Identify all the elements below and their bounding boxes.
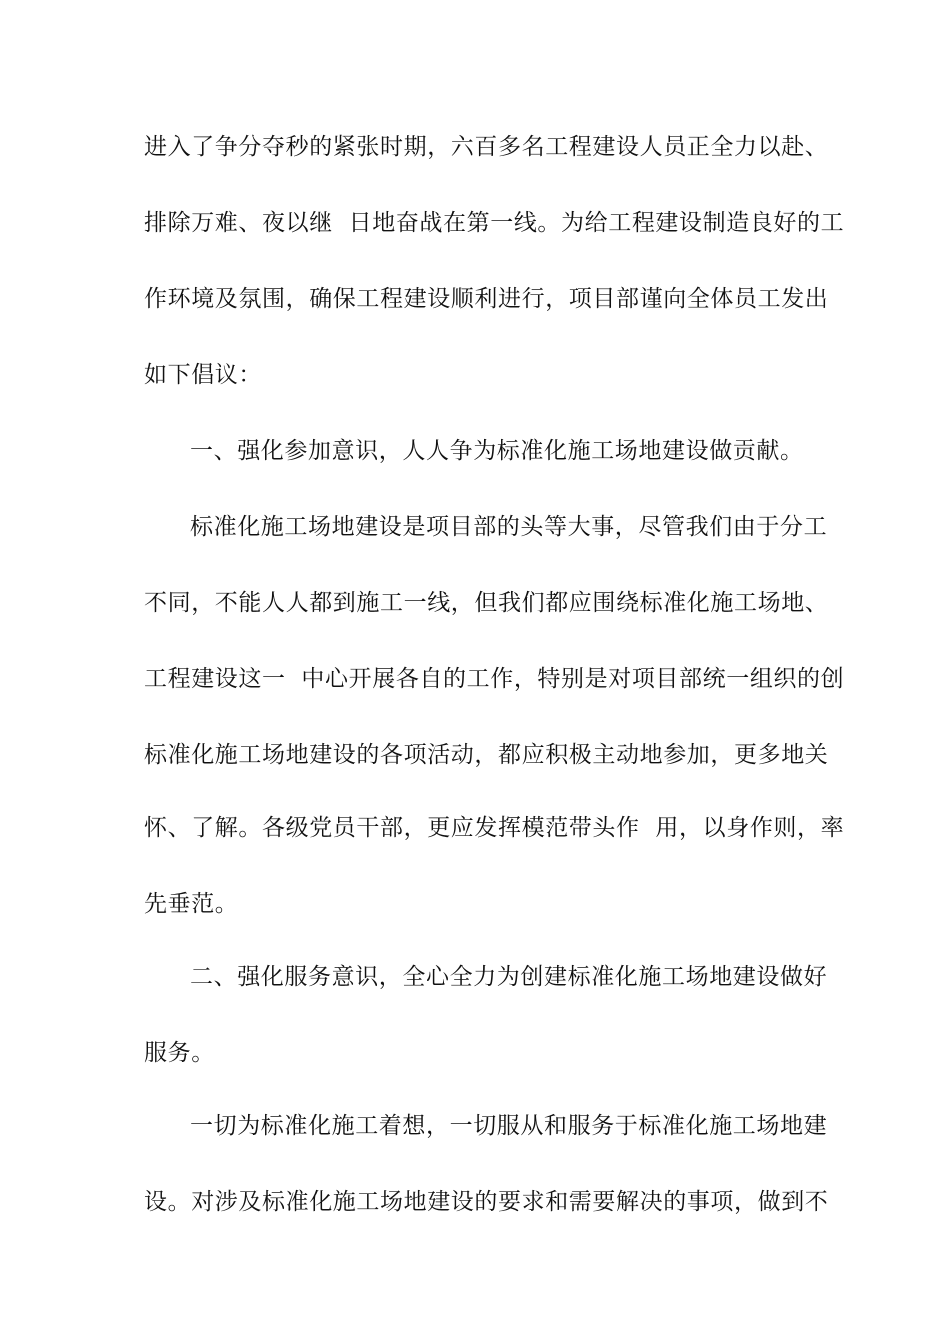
text-line: 怀、了解。各级党员干部，更应发挥模范带头作 用，以身作则，率 bbox=[144, 815, 845, 841]
text-line: 如下倡议： bbox=[144, 362, 262, 388]
text-line: 服务。 bbox=[144, 1040, 215, 1066]
section-heading: 一、强化参加意识，人人争为标准化施工场地建设做贡献。 bbox=[190, 438, 804, 464]
text-line: 标准化施工场地建设的各项活动，都应积极主动地参加，更多地关 bbox=[144, 742, 829, 768]
text-line: 不同，不能人人都到施工一线，但我们都应围绕标准化施工场地、 bbox=[144, 590, 829, 616]
section-heading: 二、强化服务意识，全心全力为创建标准化施工场地建设做好 bbox=[190, 964, 828, 990]
text-line: 排除万难、夜以继 日地奋战在第一线。为给工程建设制造良好的工 bbox=[144, 210, 845, 236]
text-line: 设。对涉及标准化施工场地建设的要求和需要解决的事项，做到不 bbox=[144, 1189, 829, 1215]
text-line: 进入了争分夺秒的紧张时期，六百多名工程建设人员正全力以赴、 bbox=[144, 134, 829, 160]
text-line: 一切为标准化施工着想，一切服从和服务于标准化施工场地建 bbox=[190, 1113, 828, 1139]
text-line: 先垂范。 bbox=[144, 891, 239, 917]
text-line: 工程建设这一 中心开展各自的工作，特别是对项目部统一组织的创 bbox=[144, 666, 845, 692]
text-line: 作环境及氛围，确保工程建设顺利进行，项目部谨向全体员工发出 bbox=[144, 286, 829, 312]
text-line: 标准化施工场地建设是项目部的头等大事，尽管我们由于分工 bbox=[190, 514, 828, 540]
